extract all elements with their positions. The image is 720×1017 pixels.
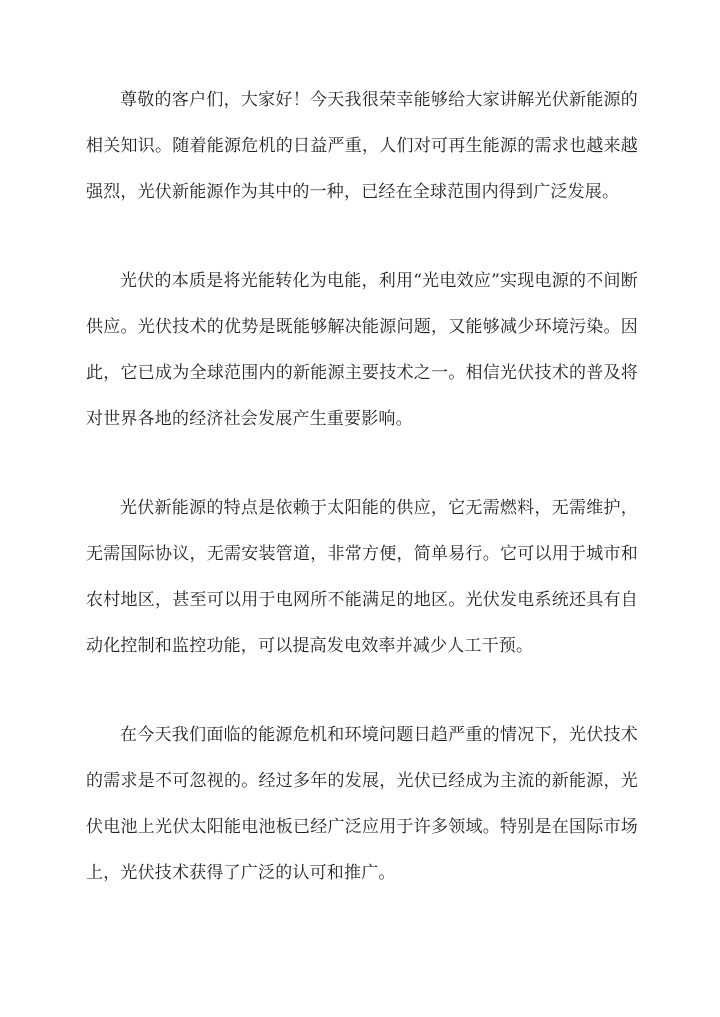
paragraph-photovoltaic-features: 光伏新能源的特点是依赖于太阳能的供应，它无需燃料，无需维护，无需国际协议，无需安装管道，非常方便，简单易行。它可以用于城市和农村地区，甚至可以用于电网所不能满足的地区。光伏发电系统还具有自动化控制和监控功能，可以提高发电效率并减少人工干预。 — [86, 498, 638, 656]
paragraph-photovoltaic-essence: 光伏的本质是将光能转化为电能，利用“光电效应”实现电源的不间断供应。光伏技术的优势是既能够解决能源问题，又能够减少环境污染。因此，它已成为全球范围内的新能源主要技术之一。相信光伏技术的普及将对世界各地的经济社会发展产生重要影响。 — [86, 271, 638, 429]
paragraph-greeting: 尊敬的客户们，大家好！今天我很荣幸能够给大家讲解光伏新能源的相关知识。随着能源危机的日益严重，人们对可再生能源的需求也越来越强烈，光伏新能源作为其中的一种，已经在全球范围内得到广泛发展。 — [86, 90, 638, 202]
paragraph-photovoltaic-demand: 在今天我们面临的能源危机和环境问题日趋严重的情况下，光伏技术的需求是不可忽视的。经过多年的发展，光伏已经成为主流的新能源，光伏电池上光伏太阳能电池板已经广泛应用于许多领域。特别是在国际市场上，光伏技术获得了广泛的认可和推广。 — [86, 725, 638, 883]
